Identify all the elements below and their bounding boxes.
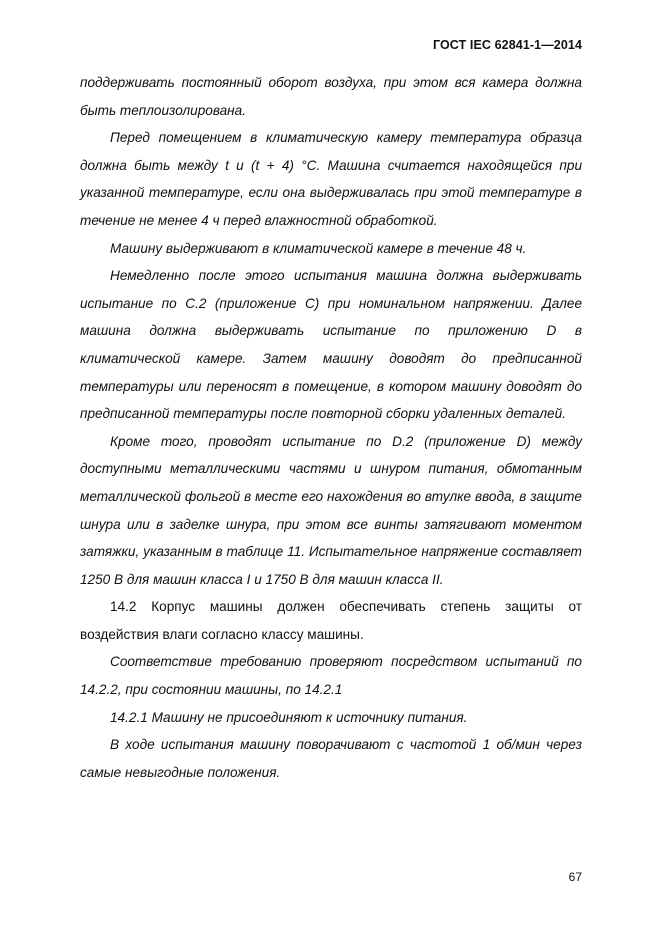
paragraph-compliance-check: Соответствие требованию проверяют посредством испытаний по 14.2.2, при состоянии машины, по 14.2.1 [80, 654, 582, 698]
paragraph-sample-temperature: Перед помещением в климатическую камеру температура образца должна быть между t и (t + 4) °С. Машина считается находящейся при указанной температуре, если она выдерживалась при этой температуре в течение не менее 4 ч перед влажностной обработкой. [80, 130, 582, 228]
paragraph-clause-14-2: 14.2 Корпус машины должен обеспечивать степень защиты от воздействия влаги согласно классу машины. [80, 599, 582, 642]
paragraph-clause-14-2-1: 14.2.1 Машину не присоединяют к источнику питания. [110, 709, 468, 725]
document-body [80, 69, 582, 786]
paragraph-continuation: поддерживать постоянный оборот воздуха, при этом вся камера должна быть теплоизолирована. [80, 75, 582, 118]
page-number: 67 [568, 870, 582, 884]
paragraph-additional-test: Кроме того, проводят испытание по D.2 (приложение D) между доступными металлическими частями и шнуром питания, обмотанным металлической фольгой в месте его нахождения во втулке ввода, в защите шнура или в заделке шнура, при этом все винты затягивают моментом затяжки, указанным в таблице 11. Испытательное напряжение составляет 1250 В для машин класса I и 1750 В для машин класса II. [80, 433, 582, 587]
paragraph-rotation: В ходе испытания машину поворачивают с частотой 1 об/мин через самые невыгодные положения. [80, 737, 582, 780]
document-header: ГОСТ IEC 62841-1—2014 [432, 38, 582, 52]
paragraph-after-test: Немедленно после этого испытания машина должна выдерживать испытание по С.2 (приложение С) при номинальном напряжении. Далее машина должна выдерживать испытание по приложению D в климатической камере. Затем машину доводят до предписанной температуры или переносят в помещение, в котором машину доводят до предписанной температуры после повторной сборки удаленных деталей. [80, 268, 582, 422]
paragraph-chamber-duration: Машину выдерживают в климатической камере в течение 48 ч. [110, 240, 527, 256]
